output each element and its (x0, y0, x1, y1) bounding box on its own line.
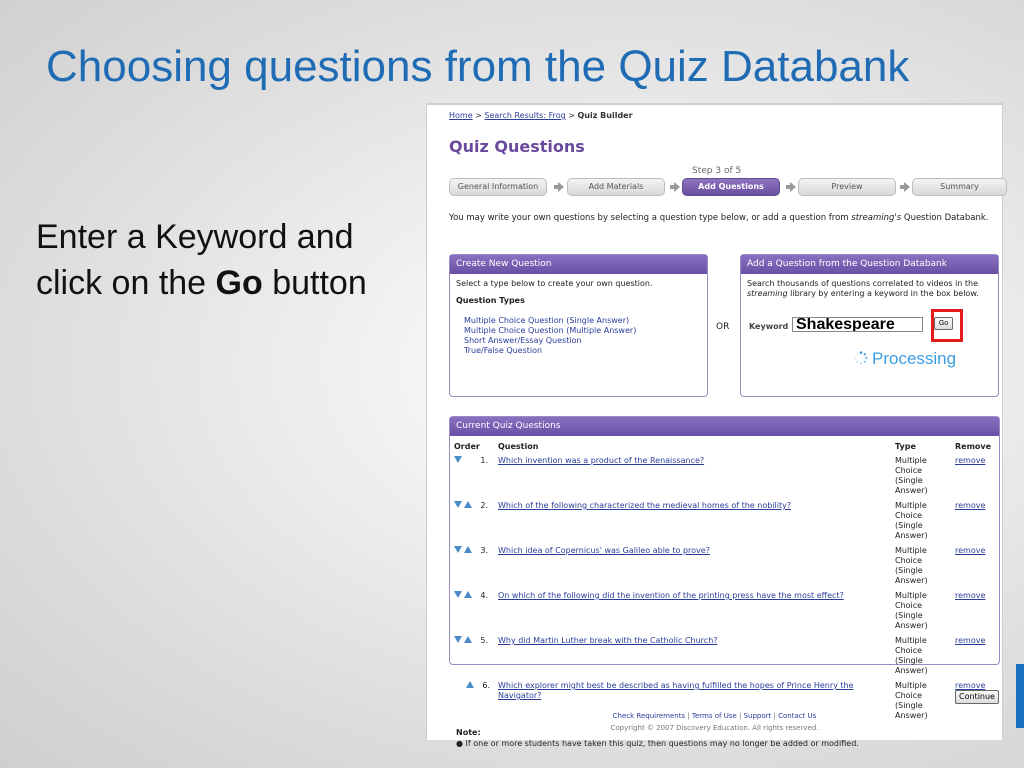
intro-text-part: You may write your own questions by selecting a question type below, or add a question from (449, 213, 852, 223)
question-link[interactable]: Which idea of Copernicus' was Galileo able to prove? (498, 546, 710, 555)
question-type-detail: (Single Answer) (895, 566, 928, 585)
question-number: 1. (480, 456, 488, 465)
quiz-questions-table (450, 436, 999, 725)
column-header-remove: Remove (955, 442, 992, 451)
slide-title: Choosing questions from the Quiz Databank (46, 42, 910, 91)
databank-desc-end: library by entering a keyword in the box below. (787, 289, 979, 298)
question-link[interactable]: Which explorer might best be described as having fulfilled the hopes of Prince Henry the Navigator? (498, 681, 854, 700)
question-number: 4. (480, 591, 488, 600)
step-arrow-icon (674, 182, 680, 192)
column-header-type: Type (895, 442, 916, 451)
footer-separator: | (736, 712, 744, 720)
table-row (450, 545, 999, 590)
move-up-icon[interactable] (464, 546, 472, 553)
footer-separator: | (771, 712, 779, 720)
footer-link-contact-us[interactable]: Contact Us (778, 712, 817, 720)
footer-link-terms-of-use[interactable]: Terms of Use (691, 712, 737, 720)
move-down-icon[interactable] (454, 501, 462, 508)
remove-link[interactable]: remove (955, 591, 986, 600)
column-header-order: Order (454, 442, 480, 451)
intro-text-italic: streaming's (851, 213, 902, 223)
question-type: Multiple Choice (895, 501, 927, 520)
column-header-question: Question (498, 442, 539, 451)
footer-links (427, 712, 1002, 720)
question-type: Multiple Choice (895, 636, 927, 655)
question-type: Multiple Choice (895, 456, 927, 475)
question-type-short-answer-link[interactable]: Short Answer/Essay Question (464, 336, 582, 345)
remove-link[interactable]: remove (955, 456, 986, 465)
instruction-text-part: Enter a Keyword and click on the (36, 218, 354, 302)
create-question-description: Select a type below to create your own question. (456, 279, 653, 288)
quiz-builder-screenshot (426, 103, 1003, 748)
slide-accent-bar (1016, 664, 1024, 728)
question-databank-description (741, 274, 998, 304)
table-row (450, 590, 999, 635)
question-number: 5. (480, 636, 488, 645)
databank-desc-italic: streaming (747, 289, 788, 298)
footer-copyright: Copyright © 2007 Discovery Education. All rights reserved. (610, 724, 819, 732)
current-quiz-questions-header: Current Quiz Questions (450, 417, 999, 436)
intro-text-end: Question Databank. (901, 213, 989, 223)
question-type-detail: (Single Answer) (895, 656, 928, 675)
databank-desc-part: Search thousands of questions correlated to videos in the (747, 279, 979, 288)
table-row (450, 455, 999, 500)
move-down-icon[interactable] (454, 546, 462, 553)
question-link[interactable]: Which invention was a product of the Renaissance? (498, 456, 705, 465)
step-arrow-icon (790, 182, 796, 192)
footer-link-support[interactable]: Support (743, 712, 772, 720)
remove-link[interactable]: remove (955, 501, 986, 510)
remove-link[interactable]: remove (955, 681, 986, 690)
question-type-mc-multiple-link[interactable]: Multiple Choice Question (Multiple Answer) (464, 326, 637, 335)
create-question-panel (449, 254, 708, 397)
move-up-icon[interactable] (464, 501, 472, 508)
instruction-text-end: button (262, 264, 367, 302)
question-type-detail: (Single Answer) (895, 476, 928, 495)
note-heading: Note: (456, 728, 481, 737)
breadcrumb-separator: > (472, 111, 485, 120)
step-general-information[interactable]: General Information (449, 178, 547, 196)
or-label: OR (716, 322, 730, 332)
processing-indicator (854, 349, 956, 369)
question-number: 2. (480, 501, 488, 510)
move-up-icon[interactable] (466, 681, 474, 688)
question-type-mc-single-link[interactable]: Multiple Choice Question (Single Answer) (464, 316, 630, 325)
intro-text (449, 213, 989, 223)
question-type-detail: (Single Answer) (895, 521, 928, 540)
spinner-icon (854, 351, 868, 365)
move-down-icon[interactable] (454, 456, 462, 463)
table-row (450, 500, 999, 545)
page-title: Quiz Questions (449, 137, 585, 156)
instruction-go-word: Go (215, 264, 263, 302)
instruction-text (36, 214, 406, 306)
question-link[interactable]: On which of the following did the invention of the printing press have the most effect? (498, 591, 844, 600)
move-up-icon[interactable] (464, 636, 472, 643)
table-row (450, 635, 999, 680)
question-type-detail: (Single Answer) (895, 611, 928, 630)
question-link[interactable]: Which of the following characterized the medieval homes of the nobility? (498, 501, 792, 510)
processing-label: Processing (872, 349, 957, 368)
keyword-input[interactable] (792, 317, 923, 332)
breadcrumb-separator: > (565, 111, 578, 120)
step-add-materials[interactable]: Add Materials (567, 178, 665, 196)
question-link[interactable]: Why did Martin Luther break with the Catholic Church? (498, 636, 718, 645)
step-summary[interactable]: Summary (912, 178, 1007, 196)
table-header-row (450, 436, 999, 455)
question-types-heading: Question Types (456, 296, 525, 305)
question-type: Multiple Choice (895, 681, 927, 700)
question-type: Multiple Choice (895, 591, 927, 610)
remove-link[interactable]: remove (955, 546, 986, 555)
go-button[interactable]: Go (934, 317, 953, 330)
move-up-icon[interactable] (464, 591, 472, 598)
step-indicator: Step 3 of 5 (692, 166, 742, 176)
bullet-icon: ● (456, 739, 463, 748)
step-arrow-icon (558, 182, 564, 192)
question-databank-header: Add a Question from the Question Databank (741, 255, 998, 274)
question-number: 6. (482, 681, 490, 690)
create-question-header: Create New Question (450, 255, 707, 274)
keyword-label: Keyword (749, 322, 789, 331)
step-arrow-icon (904, 182, 910, 192)
question-type: Multiple Choice (895, 546, 927, 565)
question-type-list (464, 316, 701, 356)
continue-button[interactable]: Continue (955, 690, 999, 704)
step-progress-bar (449, 178, 984, 196)
note-text: If one or more students have taken this quiz, then questions may no longer be added or modified. (465, 739, 859, 748)
breadcrumb (449, 111, 633, 120)
question-number: 3. (480, 546, 488, 555)
step-preview[interactable]: Preview (798, 178, 896, 196)
question-type-detail: (Single Answer) (895, 701, 928, 720)
breadcrumb-search-link[interactable]: Search Results: Frog (484, 111, 566, 120)
breadcrumb-home-link[interactable]: Home (449, 111, 473, 120)
footer-separator: | (685, 712, 692, 720)
move-down-icon[interactable] (454, 636, 462, 643)
breadcrumb-current: Quiz Builder (577, 111, 633, 120)
footer-link-check-requirements[interactable]: Check Requirements (612, 712, 686, 720)
remove-link[interactable]: remove (955, 636, 986, 645)
step-add-questions[interactable]: Add Questions (682, 178, 780, 196)
question-type-true-false-link[interactable]: True/False Question (464, 346, 543, 355)
move-down-icon[interactable] (454, 591, 462, 598)
